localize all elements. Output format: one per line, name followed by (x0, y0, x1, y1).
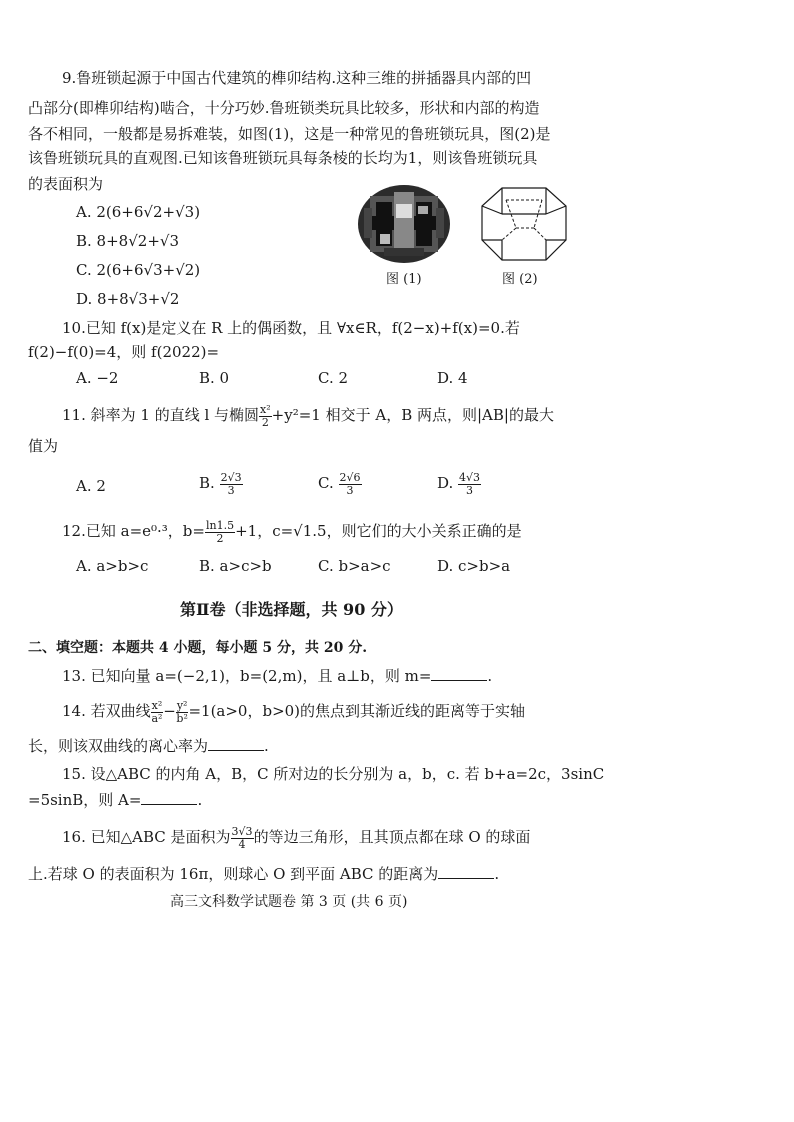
fraction-numerator: 3√3 (231, 824, 253, 838)
q11-option-a: A. 2 (76, 477, 106, 495)
q10-line-2: f(2)−f(0)=4，则 f(2022)= (28, 343, 220, 361)
q15-line-1: 15. 设△ABC 的内角 A，B，C 所对边的长分别为 a，b，c. 若 b+a=2c，3sinC (62, 765, 605, 783)
fraction-numerator: y² (176, 698, 188, 712)
q10-option-c: C. 2 (318, 369, 349, 387)
fraction-denominator: a² (151, 711, 163, 725)
option-letter: C. (318, 474, 334, 492)
q16-line-2: 上.若球 O 的表面积为 16π，则球心 O 到平面 ABC 的距离为 . (28, 865, 500, 883)
q12-option-b: B. a>c>b (199, 557, 272, 575)
q14-text-post: =1(a>0，b>0)的焦点到其渐近线的距离等于实轴 (188, 702, 526, 720)
q11-line-1 (62, 398, 554, 432)
q10-option-d: D. 4 (437, 369, 468, 387)
q9-line-2: 凸部分(即榫卯结构)啮合，十分巧妙.鲁班锁类玩具比较多，形状和内部的构造 (28, 99, 540, 117)
figure-2-caption: 图 (2) (502, 272, 538, 287)
option-fraction (220, 472, 243, 497)
option-letter: D. (437, 474, 454, 492)
fraction-numerator: 2√3 (220, 470, 242, 484)
q16-text-line-2: 上.若球 O 的表面积为 16π，则球心 O 到平面 ABC 的距离为 (28, 865, 439, 883)
q10-line-1: 10.已知 f(x)是定义在 R 上的偶函数，且 ∀x∈R，f(2−x)+f(x)=0.若 (62, 319, 520, 337)
q12-line-1 (62, 514, 522, 548)
q15-line-2: =5sinB，则 A= . (28, 791, 203, 809)
fraction-denominator: b² (176, 711, 188, 725)
q14-line-1 (62, 694, 525, 728)
q10-option-a: A. −2 (76, 369, 119, 387)
q12-fraction (205, 520, 235, 545)
polyhedron-diagram (476, 184, 572, 264)
q9-line-1: 9.鲁班锁起源于中国古代建筑的榫卯结构.这种三维的拼插器具内部的凹 (62, 69, 532, 87)
q10-option-b: B. 0 (199, 369, 230, 387)
fraction-denominator: 2 (261, 415, 269, 429)
q9-option-d: D. 8+8√3+√2 (76, 290, 180, 308)
q16-text-pre: 16. 已知△ABC 是面积为 (62, 828, 231, 846)
minus-sign: − (163, 702, 176, 720)
q9-option-b: B. 8+8√2+√3 (76, 232, 179, 250)
fraction-denominator: 3 (466, 483, 474, 497)
q16-line-1 (62, 820, 530, 854)
option-letter: B. (199, 474, 215, 492)
q12-text-pre: 12.已知 a=e⁰·³，b= (62, 522, 205, 540)
q14-text-pre: 14. 若双曲线 (62, 702, 151, 720)
q14-line-2: 长，则该双曲线的离心率为 . (28, 737, 269, 755)
fraction-denominator: 2 (216, 531, 224, 545)
fraction-numerator: x² (260, 402, 271, 416)
figure-1-caption: 图 (1) (386, 272, 422, 287)
q16-fraction (231, 826, 254, 851)
answer-blank (431, 666, 487, 681)
q9-option-a: A. 2(6+6√2+√3) (76, 203, 201, 221)
q14-text-line-2: 长，则该双曲线的离心率为 (28, 737, 209, 755)
q11-line-2: 值为 (28, 437, 59, 455)
q12-option-c: C. b>a>c (318, 557, 391, 575)
option-fraction (458, 472, 481, 497)
option-fraction (339, 472, 362, 497)
q13-text: 13. 已知向量 a=(−2,1)，b=(2,m)，且 a⊥b，则 m= (62, 667, 432, 685)
q12-text-post: +1，c=√1.5，则它们的大小关系正确的是 (235, 522, 522, 540)
q11-option-b (199, 466, 243, 500)
q12-option-a: A. a>b>c (76, 557, 149, 575)
answer-blank (438, 864, 494, 879)
fraction-denominator: 4 (238, 837, 246, 851)
q14-fraction-y (176, 700, 189, 725)
q15-text-line-2: =5sinB，则 A= (28, 791, 142, 809)
q9-line-3: 各不相同，一般都是易拆难装，如图(1)，这是一种常见的鲁班锁玩具，图(2)是 (28, 125, 551, 143)
answer-blank (208, 736, 264, 751)
answer-blank (141, 790, 197, 805)
page-footer: 高三文科数学试题卷 第 3 页 (共 6 页) (170, 894, 408, 910)
q11-option-c (318, 466, 362, 500)
q9-line-4: 该鲁班锁玩具的直观图.已知该鲁班锁玩具每条棱的长均为1，则该鲁班锁玩具 (28, 149, 538, 167)
luban-lock-photo (356, 184, 452, 264)
fraction-numerator: ln1.5 (205, 518, 235, 532)
q16-text-post: 的等边三角形，且其顶点都在球 O 的球面 (253, 828, 531, 846)
q12-option-d: D. c>b>a (437, 557, 511, 575)
q13-line: 13. 已知向量 a=(−2,1)，b=(2,m)，且 a⊥b，则 m= . (62, 667, 493, 685)
fraction-denominator: 3 (346, 483, 354, 497)
q14-fraction-x (151, 700, 164, 725)
q11-text-post: +y²=1 相交于 A，B 两点，则|AB|的最大 (271, 406, 554, 424)
q11-text-pre: 11. 斜率为 1 的直线 l 与椭圆 (62, 406, 260, 424)
fraction-numerator: 4√3 (459, 470, 481, 484)
fraction-numerator: x² (151, 698, 163, 712)
q9-option-c: C. 2(6+6√3+√2) (76, 261, 201, 279)
q9-line-5: 的表面积为 (28, 175, 104, 193)
fraction-numerator: 2√6 (339, 470, 361, 484)
fill-in-heading: 二、填空题：本题共 4 小题，每小题 5 分，共 20 分. (28, 640, 368, 656)
section-ii-title: 第Ⅱ卷（非选择题，共 90 分） (180, 600, 403, 619)
fraction-denominator: 3 (227, 483, 235, 497)
q11-ellipse-fraction (259, 404, 272, 429)
q11-option-d (437, 466, 481, 500)
